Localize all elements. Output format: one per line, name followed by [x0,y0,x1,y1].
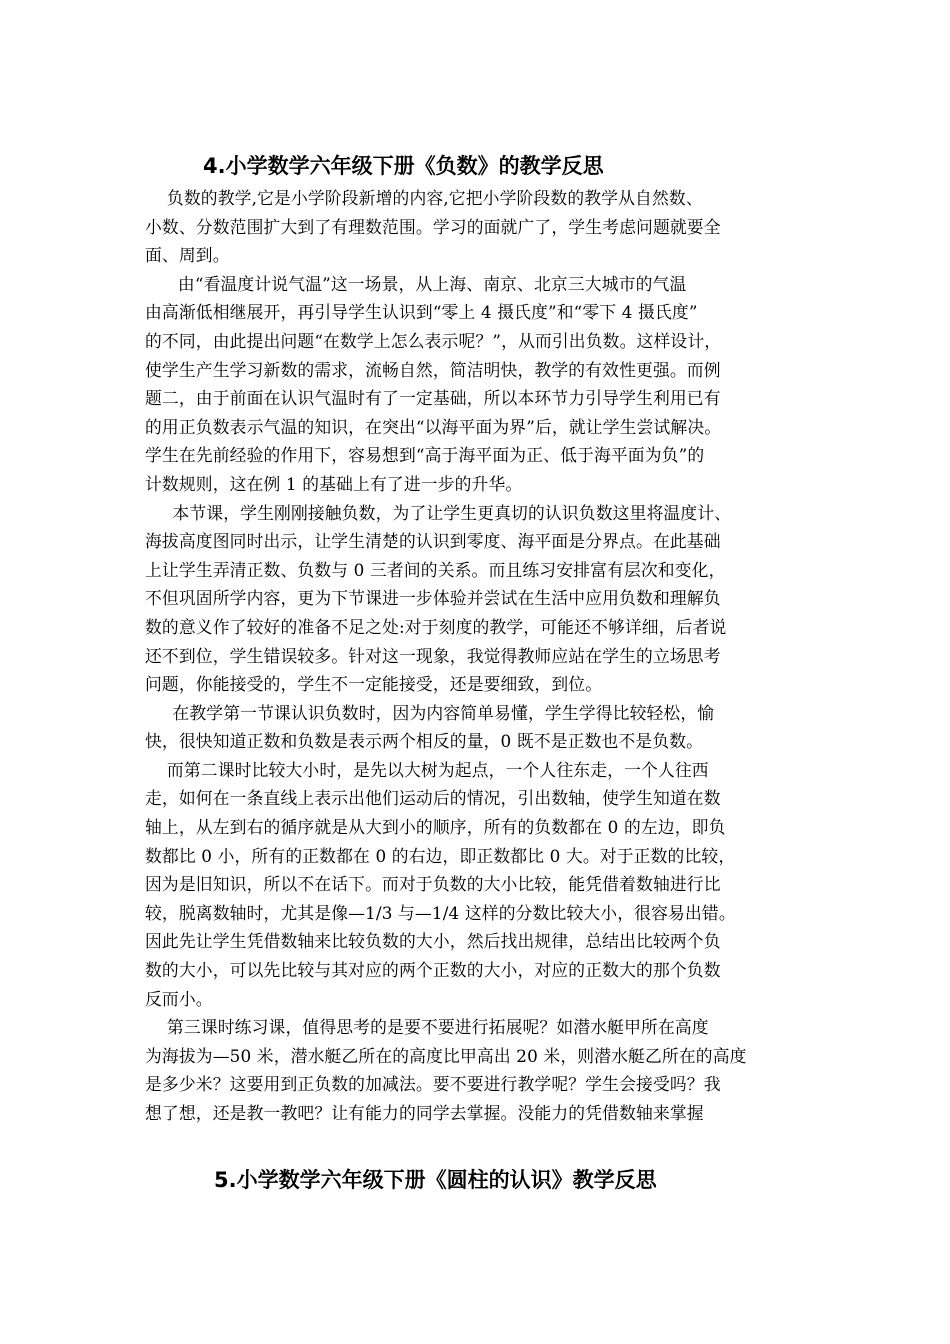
body-line: 不但巩固所学内容，更为下节课进一步体验并尝试在生活中应用负数和理解负 [145,588,721,609]
body-line: 因此先让学生凭借数轴来比较负数的大小，然后找出规律，总结出比较两个负 [145,931,721,952]
body-line: 的用正负数表示气温的知识，在突出“以海平面为界”后，就让学生尝试解决。 [145,416,722,437]
body-line: 学生在先前经验的作用下，容易想到“高于海平面为正、低于海平面为负”的 [145,445,705,466]
body-line: 走，如何在一条直线上表示出他们运动后的情况，引出数轴，使学生知道在数 [145,788,721,809]
body-line: 数都比 0 小，所有的正数都在 0 的右边，即正数都比 0 大。对于正数的比较， [145,845,736,866]
body-line: 快，很快知道正数和负数是表示两个相反的量，0 既不是正数也不是负数。 [145,731,704,752]
body-line: 小数、分数范围扩大到了有理数范围。学习的面就广了，学生考虑问题就要全 [145,216,721,237]
body-line: 较，脱离数轴时，尤其是像—1/3 与—1/4 这样的分数比较大小，很容易出错。 [145,902,736,923]
body-line: 而第二课时比较大小时，是先以大树为起点，一个人往东走，一个人往西 [145,759,709,780]
body-line: 数的意义作了较好的准备不足之处:对于刻度的教学，可能还不够详细，后者说 [145,616,727,637]
body-line: 负数的教学,它是小学阶段新增的内容,它把小学阶段数的教学从自然数、 [145,188,703,208]
body-line: 问题，你能接受的，学生不一定能接受，还是要细致，到位。 [145,674,603,695]
body-line: 数的大小，可以先比较与其对应的两个正数的大小，对应的正数大的那个负数 [145,960,721,981]
body-line: 上让学生弄清正数、负数与 0 三者间的关系。而且练习安排富有层次和变化， [145,559,726,580]
body-line: 使学生产生学习新数的需求，流畅自然，简洁明快，教学的有效性更强。而例 [145,359,721,380]
body-line: 由“看温度计说气温”这一场景，从上海、南京、北京三大城市的气温 [145,273,687,294]
body-line: 面、周到。 [145,245,230,266]
body-line: 第三课时练习课，值得思考的是要不要进行拓展呢？如潜水艇甲所在高度 [145,1017,709,1038]
body-line: 为海拔为—50 米，潜水艇乙所在的高度比甲高出 20 米，则潜水艇乙所在的高度 [145,1045,747,1066]
body-line: 还不到位，学生错误较多。针对这一现象，我觉得教师应站在学生的立场思考 [145,645,721,666]
body-line: 反而小。 [145,988,213,1009]
section-4-body [145,184,815,1128]
section-4-title: 4.小学数学六年级下册《负数》的教学反思 [203,154,604,178]
body-line: 题二，由于前面在认识气温时有了一定基础，所以本环节力引导学生利用已有 [145,388,721,409]
body-line: 由高渐低相继展开，再引导学生认识到“零上 4 摄氏度”和“零下 4 摄氏度” [145,302,698,323]
body-line: 因为是旧知识，所以不在话下。而对于负数的大小比较，能凭借着数轴进行比 [145,874,721,895]
body-line: 海拔高度图同时出示，让学生清楚的认识到零度、海平面是分界点。在此基础 [145,531,721,552]
body-line: 的不同，由此提出问题“在数学上怎么表示呢？”，从而引出负数。这样设计， [145,330,722,351]
body-line: 想了想，还是教一教吧？让有能力的同学去掌握。没能力的凭借数轴来掌握 [145,1103,704,1123]
section-5-title: 5.小学数学六年级下册《圆柱的认识》教学反思 [214,1168,657,1192]
body-line: 在教学第一节课认识负数时，因为内容简单易懂，学生学得比较轻松，愉 [145,702,715,723]
body-line: 轴上，从左到右的循序就是从大到小的顺序，所有的负数都在 0 的左边，即负 [145,817,726,838]
body-line: 本节课，学生刚刚接触负数，为了让学生更真切的认识负数这里将温度计、 [145,502,732,523]
body-line: 是多少米？这要用到正负数的加减法。要不要进行教学呢？学生会接受吗？我 [145,1074,721,1095]
body-line: 计数规则，这在例 1 的基础上有了进一步的升华。 [145,473,523,494]
